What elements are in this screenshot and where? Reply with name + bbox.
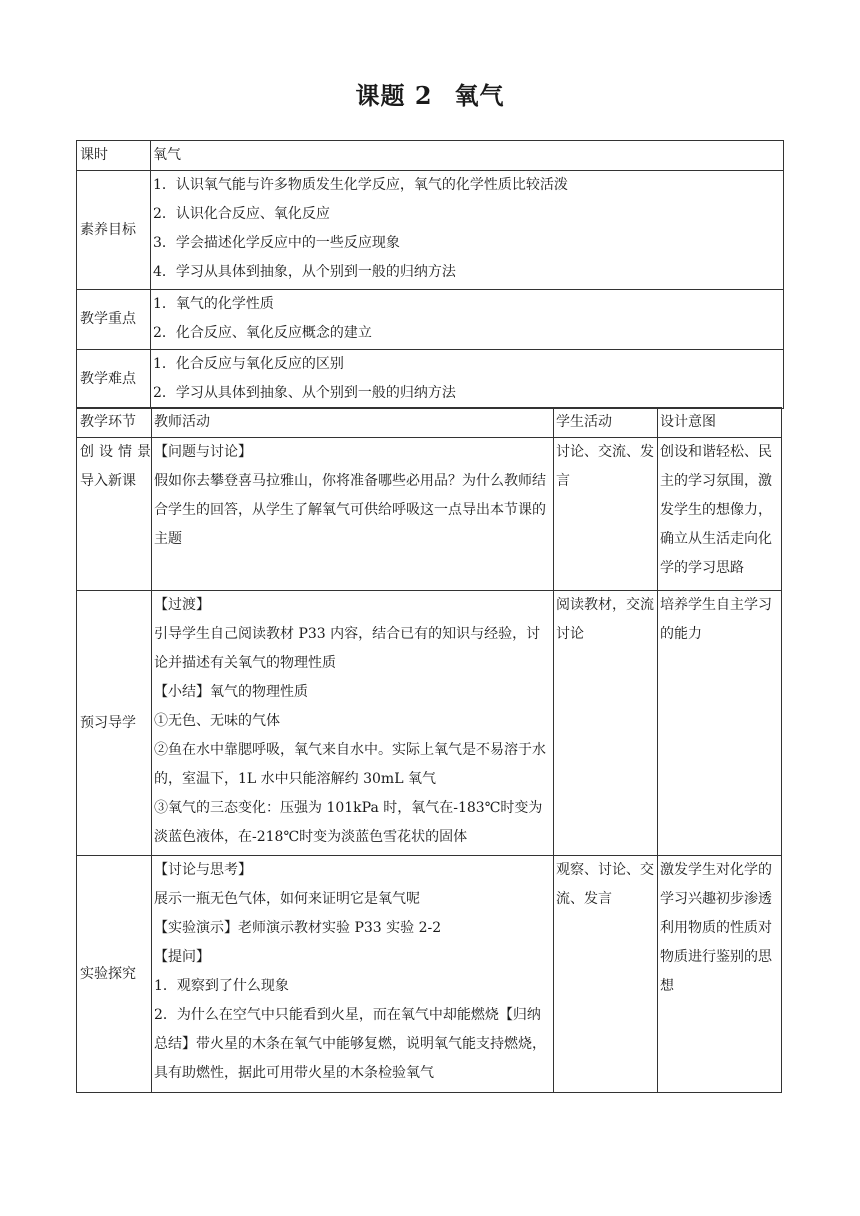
teacher-cell xyxy=(152,591,554,856)
intent-cell: 激发学生对化学的学习兴趣初步渗透利用物质的性质对物质进行鉴别的思想 xyxy=(658,856,782,1093)
suyang-item: 2．认识化合反应、氧化反应 xyxy=(153,206,330,222)
teacher-text: 2．为什么在空气中只能看到火星，而在氧气中却能燃烧【归纳总结】带火星的木条在氧气中能够复燃，说明氧气能支持燃烧，具有助燃性，据此可用带火星的木条检验氧气 xyxy=(154,1007,546,1081)
teacher-heading: 【问题与讨论】 xyxy=(154,444,252,460)
header-row xyxy=(77,408,782,438)
nandian-item: 1．化合反应与氧化反应的区别 xyxy=(153,356,344,372)
stage-cell: 预习导学 xyxy=(77,591,152,856)
keshi-value: 氧气 xyxy=(151,141,784,171)
teaching-process-table xyxy=(76,407,782,1093)
student-cell: 阅读教材，交流讨论 xyxy=(554,591,658,856)
row-experiment xyxy=(77,856,782,1093)
student-cell: 观察、讨论、交流、发言 xyxy=(554,856,658,1093)
zhongdian-content xyxy=(151,290,784,350)
nandian-content xyxy=(151,350,784,409)
teacher-text: 展示一瓶无色气体，如何来证明它是氧气呢 xyxy=(154,891,420,907)
intent-cell: 创设和谐轻松、民主的学习氛围，激发学生的想像力，确立从生活走向化学的学习思路 xyxy=(658,438,782,591)
zhongdian-label: 教学重点 xyxy=(77,290,151,350)
page-title xyxy=(0,76,860,111)
teacher-text: ①无色、无味的气体 xyxy=(154,713,280,729)
header-teacher: 教师活动 xyxy=(152,408,554,438)
lesson-name: 氧气 xyxy=(454,81,505,110)
nandian-label: 教学难点 xyxy=(77,350,151,409)
lesson-number: 课题 2 xyxy=(355,81,433,110)
row-preview xyxy=(77,591,782,856)
teacher-heading: 【小结】氧气的物理性质 xyxy=(154,684,308,700)
stage-cell xyxy=(77,438,152,591)
header-intent: 设计意图 xyxy=(658,408,782,438)
zhongdian-item: 1．氧气的化学性质 xyxy=(153,296,274,312)
zhongdian-row xyxy=(77,290,784,350)
suyang-label: 素养目标 xyxy=(77,171,151,290)
nandian-row xyxy=(77,350,784,409)
teacher-text: 1．观察到了什么现象 xyxy=(154,978,289,994)
suyang-row xyxy=(77,171,784,290)
header-student: 学生活动 xyxy=(554,408,658,438)
teacher-heading: 【讨论与思考】 xyxy=(154,862,252,878)
intent-cell: 培养学生自主学习的能力 xyxy=(658,591,782,856)
teacher-text: ③氧气的三态变化：压强为 101kPa 时，氧气在-183℃时变为淡蓝色液体，在-218℃时变为淡蓝色雪花状的固体 xyxy=(154,800,543,845)
teacher-cell xyxy=(152,856,554,1093)
suyang-item: 1．认识氧气能与许多物质发生化学反应，氧气的化学性质比较活泼 xyxy=(153,177,568,193)
stage-cell: 实验探究 xyxy=(77,856,152,1093)
teacher-text: 【实验演示】老师演示教材实验 P33 实验 2-2 xyxy=(154,920,442,936)
stage-line: 创 设 情 景 xyxy=(80,444,151,460)
teacher-text: 引导学生自己阅读教材 P33 内容，结合已有的知识与经验，讨论并描述有关氧气的物理性质 xyxy=(154,626,541,671)
student-cell: 讨论、交流、发言 xyxy=(554,438,658,591)
keshi-label: 课时 xyxy=(77,141,151,171)
teacher-heading: 【提问】 xyxy=(154,949,210,965)
keshi-row xyxy=(77,141,784,171)
teacher-text: ②鱼在水中靠腮呼吸，氧气来自水中。实际上氧气是不易溶于水的，室温下，1L 水中只能溶解约 30mL 氧气 xyxy=(154,742,546,787)
suyang-content xyxy=(151,171,784,290)
suyang-item: 3．学会描述化学反应中的一些反应现象 xyxy=(153,235,400,251)
stage-line: 导入新课 xyxy=(80,473,136,489)
teacher-text: 假如你去攀登喜马拉雅山，你将准备哪些必用品？为什么教师结合学生的回答，从学生了解氧气可供给呼吸这一点导出本节课的主题 xyxy=(154,473,546,547)
row-introduction xyxy=(77,438,782,591)
header-stage: 教学环节 xyxy=(77,408,152,438)
teacher-heading: 【过渡】 xyxy=(154,597,210,613)
lesson-info-table xyxy=(76,140,784,409)
teacher-cell xyxy=(152,438,554,591)
suyang-item: 4．学习从具体到抽象，从个别到一般的归纳方法 xyxy=(153,264,456,280)
nandian-item: 2．学习从具体到抽象、从个别到一般的归纳方法 xyxy=(153,385,456,401)
zhongdian-item: 2．化合反应、氧化反应概念的建立 xyxy=(153,325,372,341)
